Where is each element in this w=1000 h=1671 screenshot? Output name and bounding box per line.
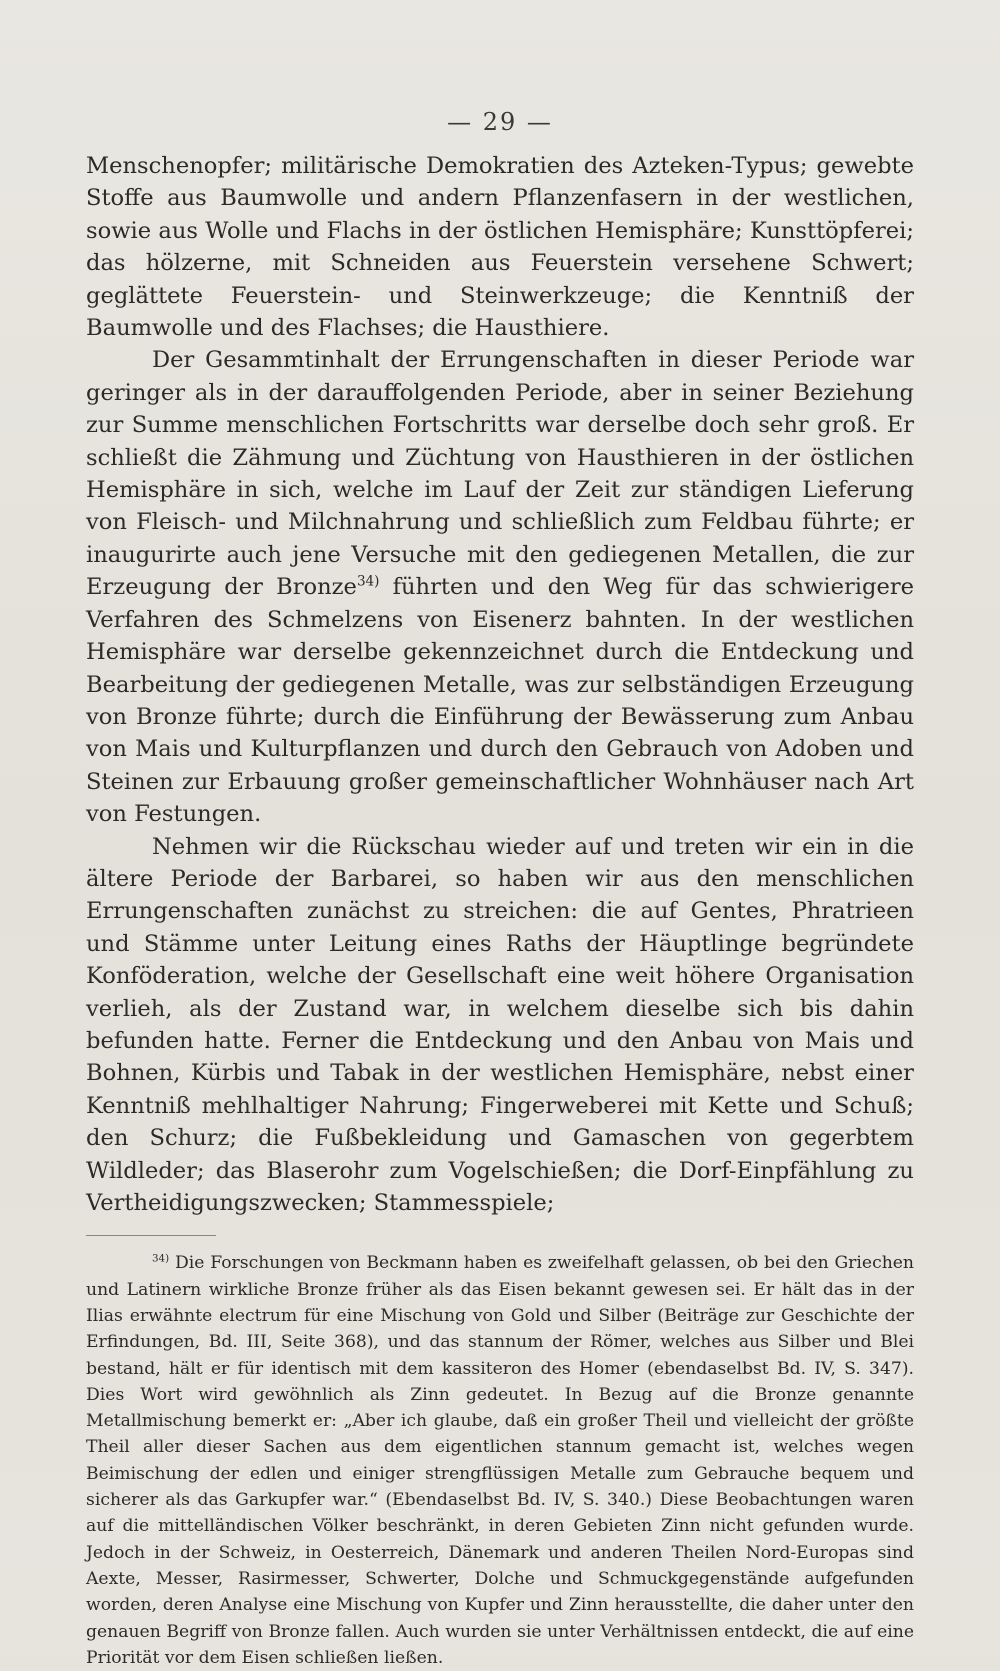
footnote-divider: [86, 1235, 216, 1236]
footnote-reference: 34): [356, 573, 380, 590]
paragraph-2-continued: führten und den Weg für das schwierigere Verfahren des Schmelzens von Eisenerz bahnten. In der westlichen Hemisphäre war derselbe gekennzeichnet durch die Entdeckung und Bearbeitung der gediegenen Metalle, was zur selbständigen Erzeugung von Bronze führte; durch die Einführung der Bewässerung zum Anbau von Mais und Kulturpflanzen und durch den Gebrauch von Adoben und Steinen zur Erbauung großer gemeinschaftlicher Wohnhäuser nach Art von Festungen.: [86, 574, 914, 828]
paragraph-2: [86, 344, 914, 830]
paragraph-3: Nehmen wir die Rückschau wieder auf und treten wir ein in die ältere Periode der Barbarei, so haben wir aus den menschlichen Errungenschaften zunächst zu streichen: die auf Gentes, Phratrieen und Stämme unter Leitung eines Raths der Häuptlinge begründete Konföderation, welche der Gesellschaft eine weit höhere Organisation verlieh, als der Zustand war, in welchem dieselbe sich bis dahin befunden hatte. Ferner die Entdeckung und den Anbau von Mais und Bohnen, Kürbis und Tabak in der westlichen Hemisphäre, nebst einer Kenntniß mehlhaltiger Nahrung; Fingerweberei mit Kette und Schuß; den Schurz; die Fußbekleidung und Gamaschen von gegerbtem Wildleder; das Blaserohr zum Vogelschießen; die Dorf-Einpfählung zu Vertheidigungszwecken; Stammesspiele;: [86, 833, 914, 1216]
main-text: [86, 150, 914, 1671]
paragraph-1: Menschenopfer; militärische Demokratien des Azteken-Typus; gewebte Stoffe aus Baumwolle und andern Pflanzenfasern in der westlichen, sowie aus Wolle und Flachs in der östlichen Hemisphäre; Kunsttöpferei; das hölzerne, mit Schneiden aus Feuerstein versehene Schwert; geglättete Feuerstein- und Steinwerkzeuge; die Kenntniß der Baumwolle und des Flachses; die Hausthiere.: [86, 153, 914, 342]
footnote-number: 34): [152, 1252, 170, 1265]
footnote-text: Die Forschungen von Beckmann haben es zweifelhaft gelassen, ob bei den Griechen und Latinern wirkliche Bronze früher als das Eisen bekannt gewesen sei. Er hält das in der Ilias erwähnte electrum für eine Mischung von Gold und Silber (Beiträge zur Geschichte der Erfindungen, Bd. III, Seite 368), und das stannum der Römer, welches aus Silber und Blei bestand, hält er für identisch mit dem kassiteron des Homer (ebendaselbst Bd. IV, S. 347). Dies Wort wird gewöhnlich als Zinn gedeutet. In Bezug auf die Bronze genannte Metallmischung bemerkt er: „Aber ich glaube, daß ein großer Theil und vielleicht der größte Theil aller dieser Sachen aus dem eigentlichen stannum gemacht ist, welches wegen Beimischung der edlen und einiger strengflüssigen Metalle zum Gebrauche bequem und sicherer als das Garkupfer war.“ (Ebendaselbst Bd. IV, S. 340.) Diese Beobachtungen waren auf die mittelländischen Völker beschränkt, in deren Gebieten Zinn nicht gefunden wurde. Jedoch in der Schweiz, in Oesterreich, Dänemark und anderen Theilen Nord-Europas sind Aexte, Messer, Rasirmesser, Schwerter, Dolche und Schmuckgegenstände aufgefunden worden, deren Analyse eine Mischung von Kupfer und Zinn herausstellte, die daher unter den genauen Begriff von Bronze fallen. Auch wurden sie unter Verhältnissen entdeckt, die auf eine Priorität vor dem Eisen schließen ließen.: [86, 1253, 915, 1668]
footnote: [86, 1250, 914, 1671]
paragraph-2-text: Der Gesammtinhalt der Errungenschaften in dieser Periode war geringer als in der darauffolgenden Periode, aber in seiner Beziehung zur Summe menschlichen Fortschritts war derselbe doch sehr groß. Er schließt die Zähmung und Züchtung von Hausthieren in der östlichen Hemisphäre in sich, welche im Lauf der Zeit zur ständigen Lieferung von Fleisch- und Milchnahrung und schließlich zum Feldbau führte; er inaugurirte auch jene Versuche mit den gediegenen Metallen, die zur Erzeugung der Bronze: [86, 347, 914, 601]
page-number: — 29 —: [447, 108, 553, 136]
